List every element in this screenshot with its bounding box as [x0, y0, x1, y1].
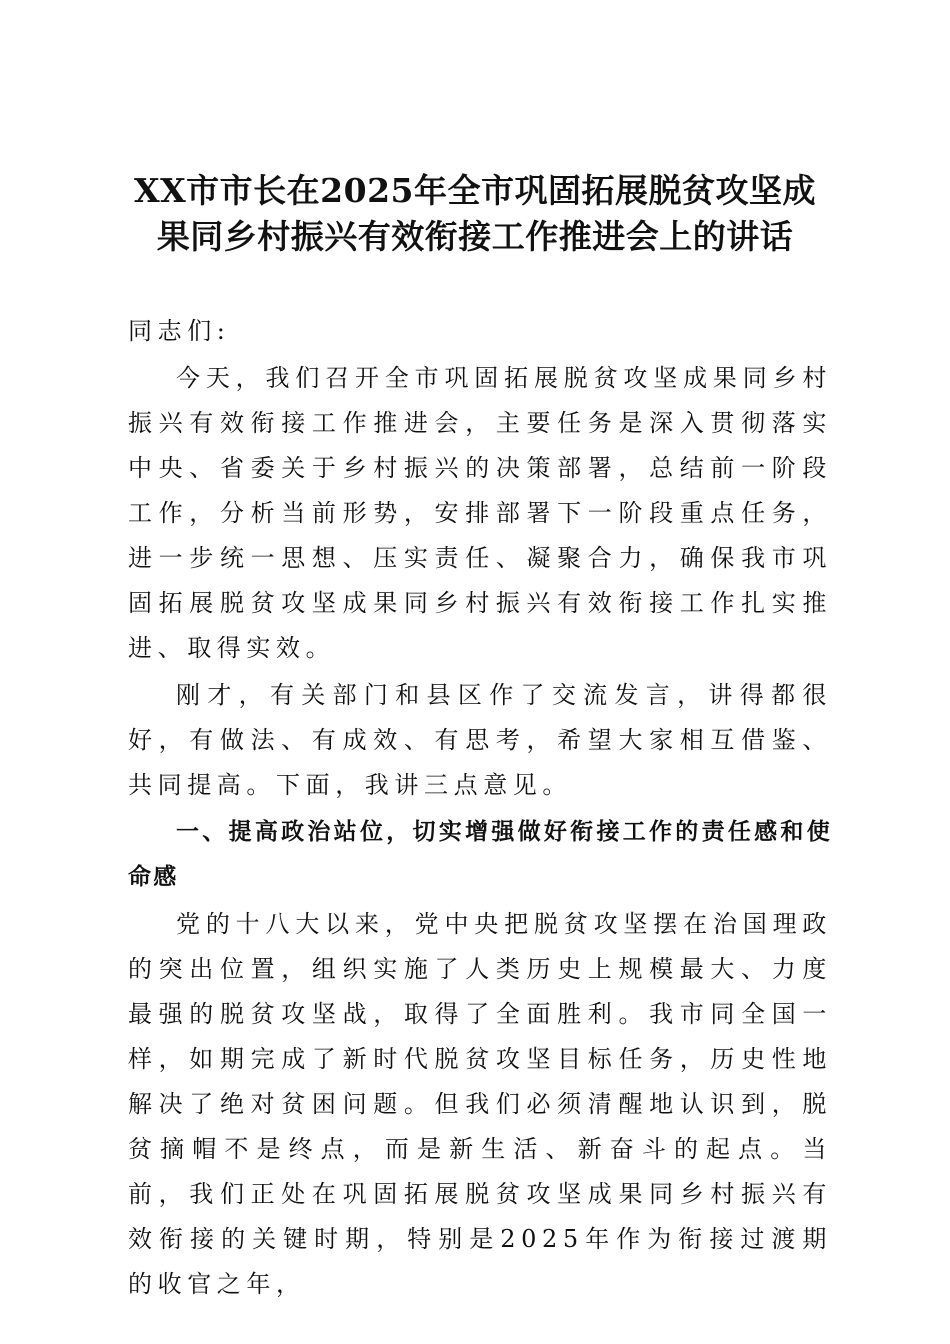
- section-1-paragraph: 党的十八大以来，党中央把脱贫攻坚摆在治国理政的突出位置，组织实施了人类历史上规模最大、力度最强的脱贫攻坚战，取得了全面胜利。我市同全国一样，如期完成了新时代脱贫攻坚目标任务，历史性地解决了绝对贫困问题。但我们必须清醒地认识到，脱贫摘帽不是终点，而是新生活、新奋斗的起点。当前，我们正处在巩固拓展脱贫攻坚成果同乡村振兴有效衔接的关键时期，特别是2025年作为衔接过渡期的收官之年，: [128, 910, 832, 1298]
- paragraph-remarks: 刚才，有关部门和县区作了交流发言，讲得都很好，有做法、有成效、有思考，希望大家相互借鉴、共同提高。下面，我讲三点意见。: [128, 681, 832, 799]
- title-line-2: 果同乡村振兴有效衔接工作推进会上的讲话: [156, 217, 794, 256]
- document-body: [128, 309, 832, 1309]
- section-heading-1: 一、提高政治站位，切实增强做好衔接工作的责任感和使命感: [128, 819, 832, 890]
- title-line-1: XX市市长在2025年全市巩固拓展脱贫攻坚成: [133, 171, 817, 210]
- document-title: [110, 168, 840, 260]
- paragraph-opening: 今天，我们召开全市巩固拓展脱贫攻坚成果同乡村振兴有效衔接工作推进会，主要任务是深入贯彻落实中央、省委关于乡村振兴的决策部署，总结前一阶段工作，分析当前形势，安排部署下一阶段重点任务，进一步统一思想、压实责任、凝聚合力，确保我市巩固拓展脱贫攻坚成果同乡村振兴有效衔接工作扎实推进、取得实效。: [128, 364, 832, 662]
- salutation: 同志们:: [128, 317, 231, 345]
